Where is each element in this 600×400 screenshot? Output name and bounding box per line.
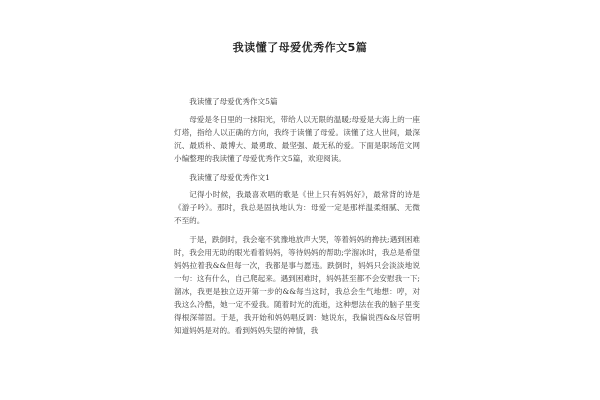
page-title: 我读懂了母爱优秀作文5篇 <box>232 41 368 54</box>
document-subtitle: 我读懂了母爱优秀作文5篇 <box>189 97 278 106</box>
essay-heading: 我读懂了母爱优秀作文1 <box>189 172 270 182</box>
document-body <box>174 96 420 337</box>
body-paragraph-1: 记得小时候，我最喜欢唱的歌是《世上只有妈妈好》，最常背的诗是《游子吟》。那时，我总是固执地认为：母爱一定是那样温柔细腻、无微不至的。 <box>174 190 420 226</box>
intro-paragraph: 母爱是冬日里的一抹阳光，带给人以无限的温暖;母爱是大海上的一座灯塔，指给人以正确的方向，我终于读懂了母爱。读懂了这人世间，最深沉、最质朴、最博大、最勇敢、最坚强、最无私的爱。下面是职场范文网小编整理的我读懂了母爱优秀作文5篇，欢迎阅读。 <box>174 114 420 163</box>
body-paragraph-2: 于是，跌倒时，我会毫不犹豫地放声大哭，等着妈妈的搀扶;遇到困难时，我会用无助的眼光看着妈妈，等待妈妈的帮助;学溜冰时，我总是希望妈妈拉着我&&但每一次，我都是事与愿违。跌倒时，妈妈只会淡淡地说一句：这有什么，自己爬起来。遇到困难时，妈妈甚至都不会安慰我一下;溜冰，我更是独立迈开第一步的&&每当这时，我总会生气地想：哼，对我这么冷酷，她一定不爱我。随着时光的流逝，这种想法在我的脑子里变得根深蒂固。于是，我开始和妈妈唱反调：她说东，我偏说西&&尽管明知道妈妈是对的。看到妈妈失望的神情，我 <box>174 235 420 335</box>
